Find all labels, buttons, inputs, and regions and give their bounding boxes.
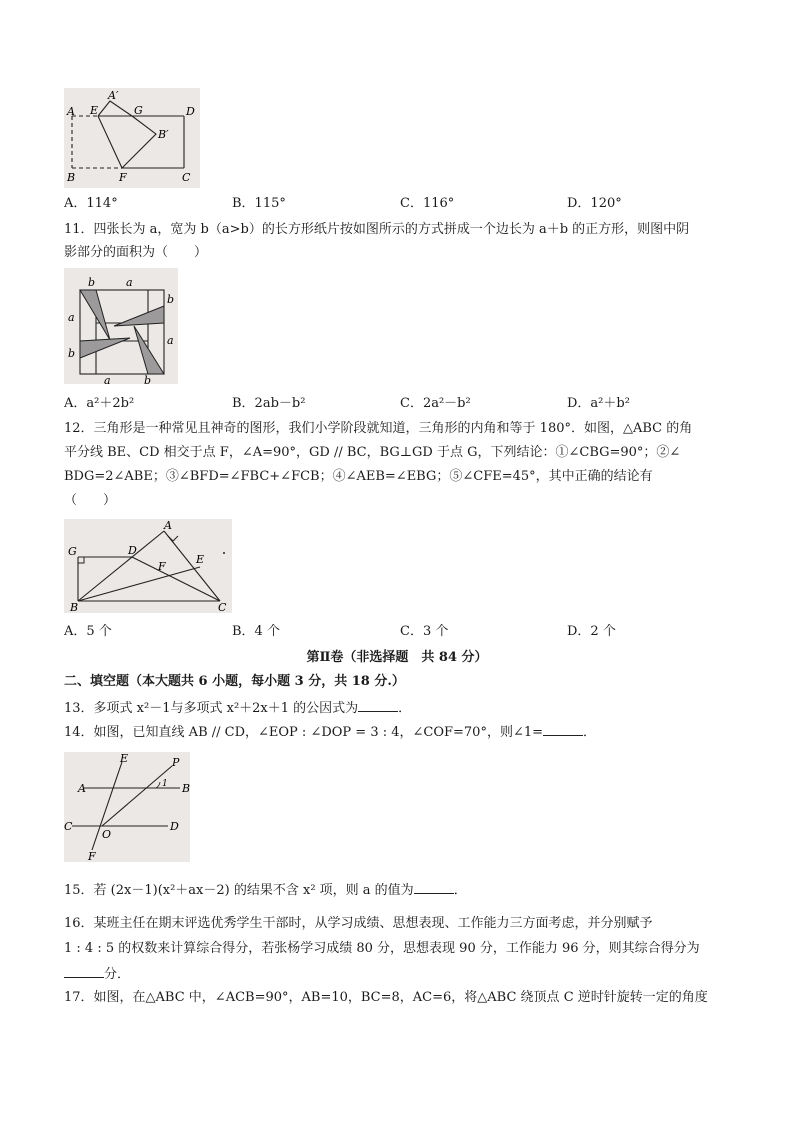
q14-label-f: F (88, 850, 96, 862)
q15-end: ． (453, 883, 467, 898)
q14-label-a: A (78, 782, 86, 795)
q11-options (64, 394, 744, 414)
q15-line (64, 879, 467, 901)
q11-label-b-top: b (88, 276, 96, 289)
q10-option-c: C．116° (400, 196, 455, 211)
q12-text-line2: 平分线 BE、CD 相交于点 F，∠A=90°，GD // BC，BG⊥GD 于点 G，下列结论：①∠CBG=90°；②∠ (64, 445, 681, 460)
q10-label-d: D (186, 105, 195, 118)
q12-options (64, 622, 744, 642)
q10-label-c: C (182, 171, 191, 184)
q14-figure (64, 752, 190, 862)
q12-option-a: A．5 个 (64, 624, 112, 639)
q14-label-c: C (64, 820, 73, 833)
q16-end: 分． (104, 967, 131, 982)
q11-option-a: A．a²＋2b² (64, 396, 135, 411)
q10-label-a: A (67, 105, 75, 118)
q10-option-b: B．115° (232, 196, 286, 211)
q12-option-c: C．3 个 (400, 624, 449, 639)
q11-text-line2: 影部分的面积为（ ） (64, 245, 208, 260)
q11-label-a-bottom: a (104, 374, 111, 384)
q10-figure (64, 88, 200, 188)
q13-answer-blank[interactable] (358, 697, 398, 712)
q10-options (64, 194, 744, 214)
q14-answer-blank[interactable] (543, 721, 583, 736)
q10-option-d: D．120° (567, 196, 622, 211)
part2-heading: 二、填空题（本大题共 6 小题，每小题 3 分，共 18 分.） (64, 674, 405, 689)
q13-text: 13．多项式 x²－1与多项式 x²＋2x＋1 的公因式为 (64, 701, 359, 716)
q14-label-p: P (172, 756, 180, 769)
q14-label-d: D (170, 820, 179, 833)
q16-answer-blank[interactable] (64, 963, 104, 978)
q12-option-b: B．4 个 (232, 624, 280, 639)
q10-label-f: F (119, 171, 127, 184)
q13-end: ． (398, 701, 412, 716)
q14-line (64, 721, 596, 743)
q14-label-b: B (182, 782, 190, 795)
q12-label-g: G (68, 545, 77, 558)
q14-text: 14．如图，已知直线 AB // CD，∠EOP : ∠DOP = 3 : 4，∠COF=70°，则∠1= (64, 725, 544, 740)
q14-label-o: O (102, 828, 112, 841)
q12-text-line4: （ ） (64, 493, 117, 508)
q14-label-angle1: 1 (162, 779, 168, 789)
q11-label-b-left: b (68, 347, 76, 360)
q12-label-a: A (164, 519, 172, 532)
q12-label-c: C (218, 601, 227, 613)
q10-label-a-prime: A′ (108, 89, 119, 102)
q16-text-line1: 16．某班主任在期末评选优秀学生干部时，从学习成绩、思想表现、工作能力三方面考虑，并分别赋予 (64, 916, 653, 931)
q14-label-e: E (120, 752, 129, 765)
q12-label-e: E (196, 553, 205, 566)
q10-label-g: G (134, 104, 143, 117)
q11-label-a-left: a (68, 311, 75, 324)
q11-option-d: D．a²＋b² (567, 396, 630, 411)
q12-label-f: F (158, 560, 166, 573)
q15-answer-blank[interactable] (414, 879, 454, 894)
section2-title: 第Ⅱ卷（非选择题 共 84 分） (306, 650, 488, 665)
q12-option-d: D．2 个 (567, 624, 616, 639)
q11-figure (64, 268, 178, 384)
q12-label-b: B (70, 601, 79, 613)
q10-label-e: E (90, 104, 99, 117)
q10-option-a: A．114° (64, 196, 118, 211)
q12-text-line1: 12．三角形是一种常见且神奇的图形，我们小学阶段就知道，三角形的内角和等于 180°．如图，△ABC 的角 (64, 421, 693, 436)
q11-label-b-bottom: b (144, 374, 152, 384)
q11-option-c: C．2a²－b² (400, 396, 471, 411)
q14-end: ． (583, 725, 597, 740)
q12-figure (64, 519, 232, 613)
q11-label-a-right: a (167, 334, 174, 347)
q11-label-b-right: b (167, 293, 175, 306)
q17-text-line1: 17．如图，在△ABC 中，∠ACB=90°，AB=10，BC=8，AC=6，将△ABC 绕顶点 C 逆时针旋转一定的角度 (64, 990, 708, 1005)
q16-text-line2: 1 : 4 : 5 的权数来计算综合得分，若张杨学习成绩 80 分，思想表现 90 分，工作能力 96 分，则其综合得分为 (64, 941, 700, 956)
q13-line (64, 697, 411, 719)
q11-option-b: B．2ab－b² (232, 396, 306, 411)
q10-label-b: B (67, 171, 76, 184)
q16-line3 (64, 963, 130, 985)
q10-label-b-prime: B′ (158, 128, 169, 141)
q11-text-line1: 11．四张长为 a，宽为 b（a>b）的长方形纸片按如图所示的方式拼成一个边长为 a＋b 的正方形，则图中阴 (64, 222, 690, 237)
q12-label-d: D (128, 544, 137, 557)
q15-text: 15．若 (2x－1)(x²＋ax－2) 的结果不含 x² 项，则 a 的值为 (64, 883, 414, 898)
q11-label-a-top: a (126, 276, 133, 289)
q12-text-line3: BDG=2∠ABE；③∠BFD=∠FBC+∠FCB；④∠AEB=∠EBG；⑤∠CFE=45°，其中正确的结论有 (64, 469, 653, 484)
